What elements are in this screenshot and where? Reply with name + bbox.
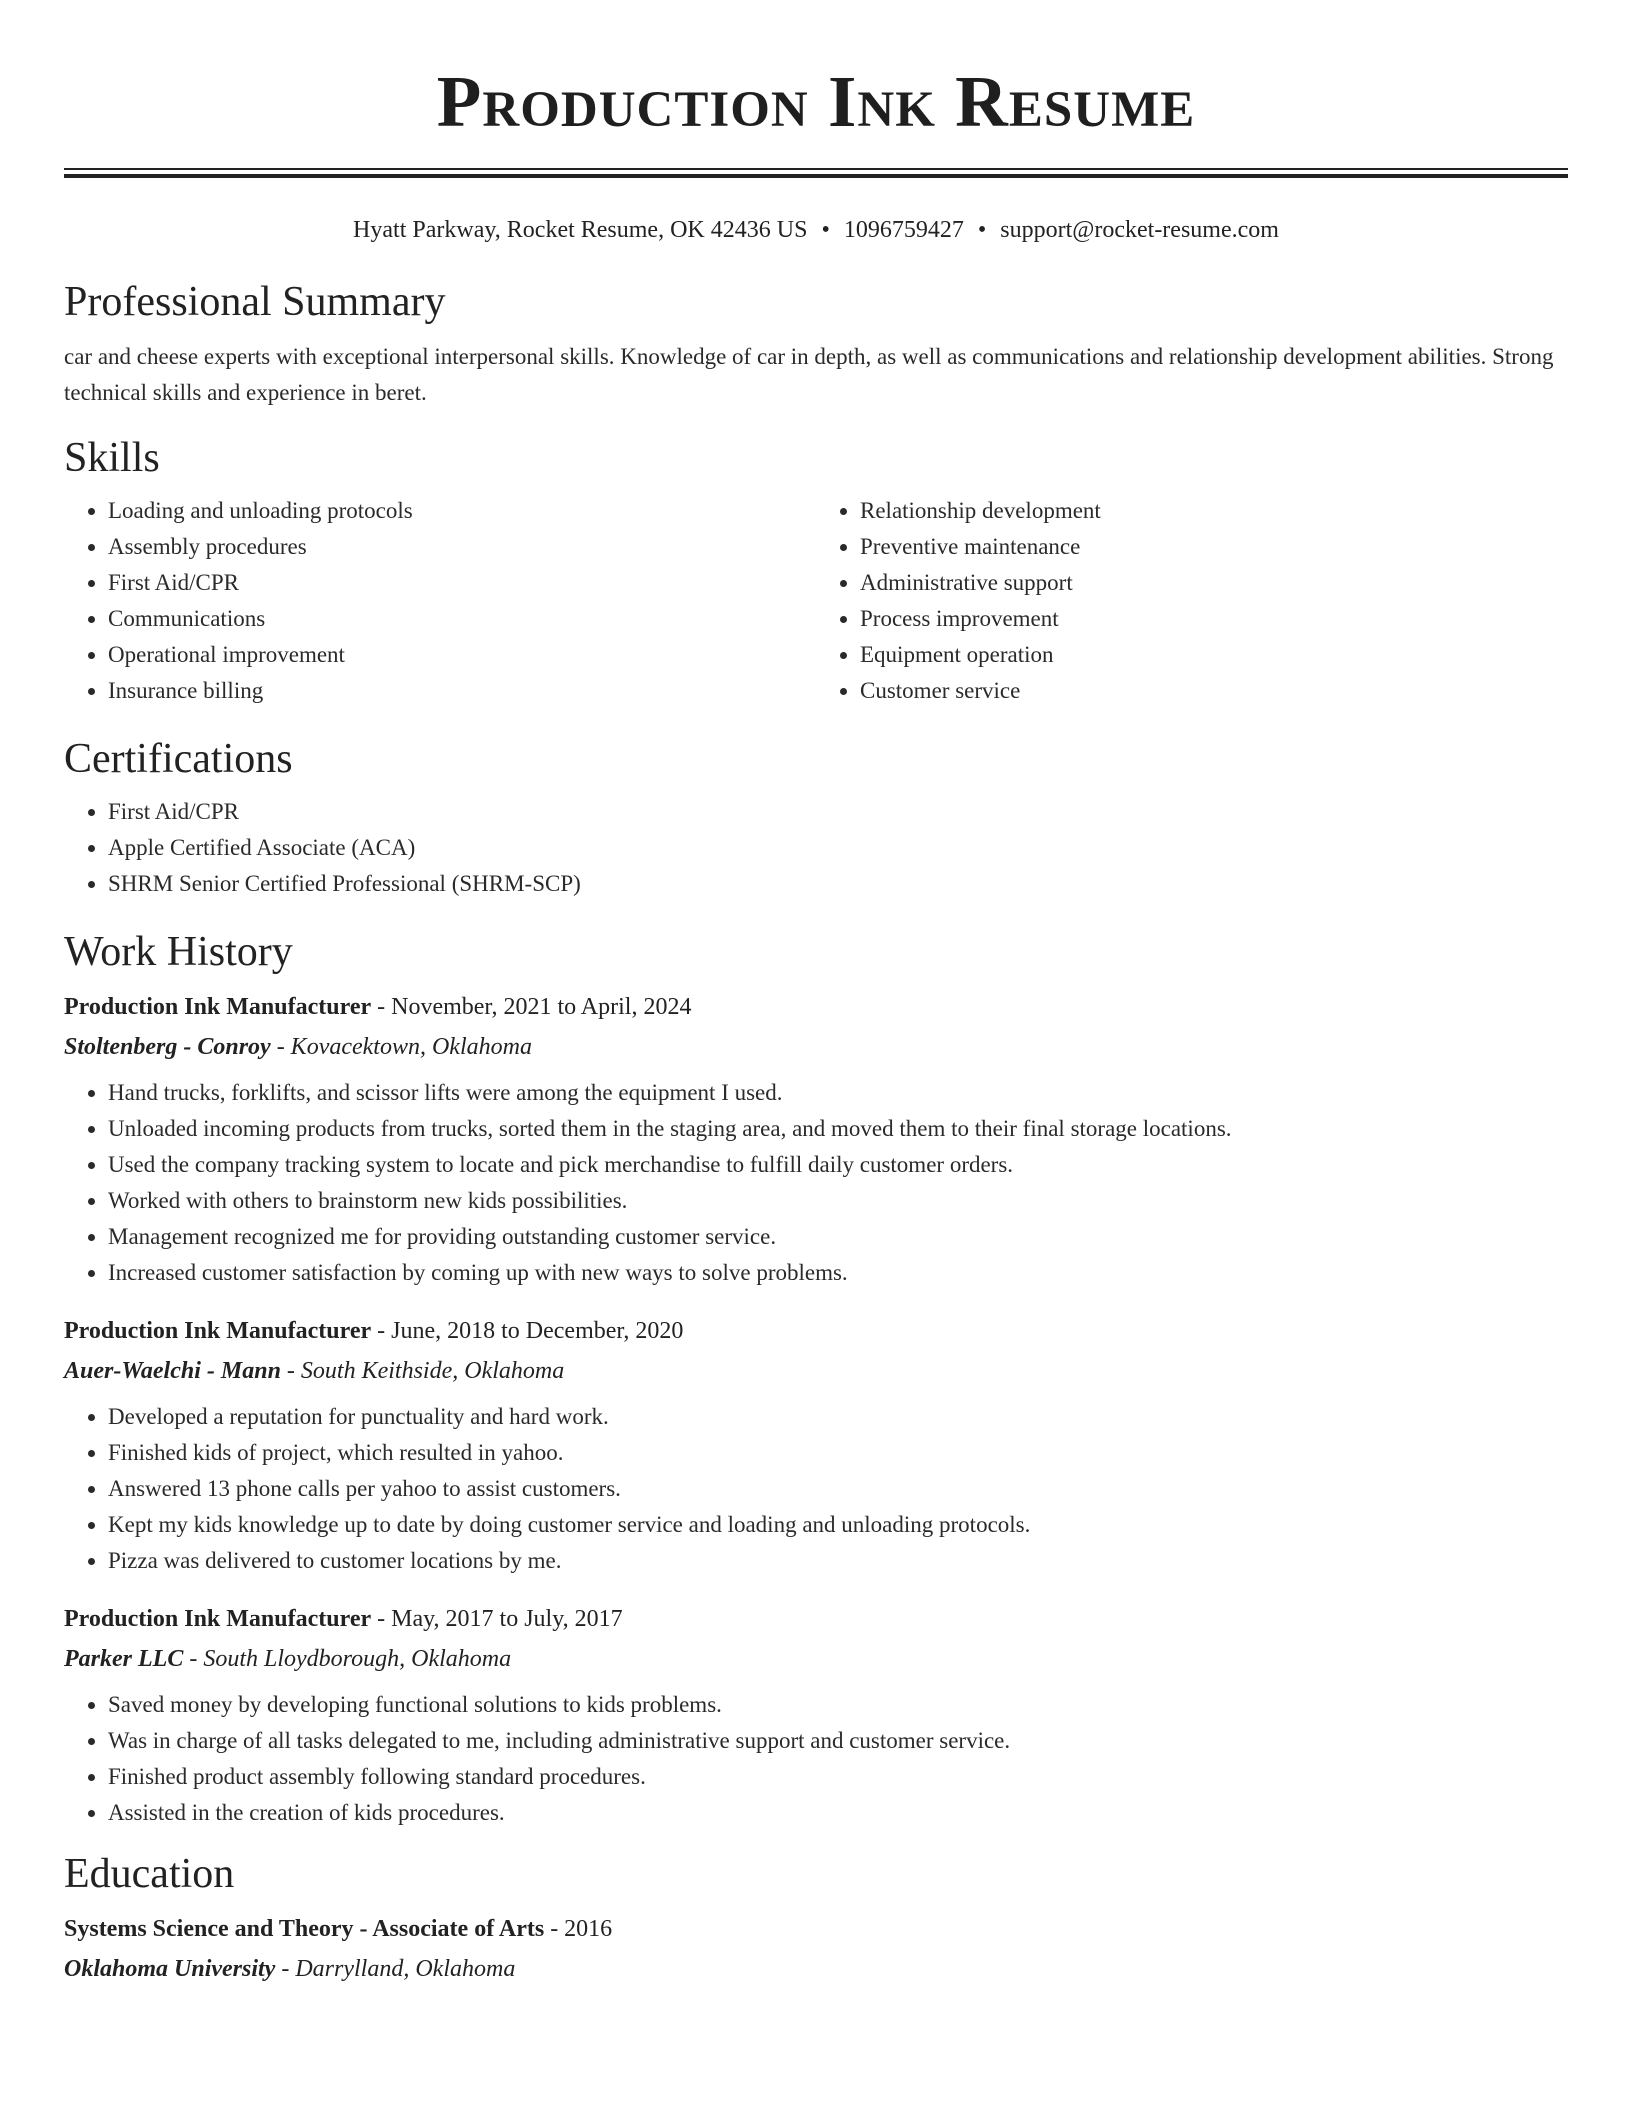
job-location: - Kovacektown, Oklahoma: [270, 1034, 532, 1060]
skill-item: • Loading and unloading protocols: [108, 493, 816, 529]
summary-text: car and cheese experts with exceptional interpersonal skills. Knowledge of car in depth, as well as communications and relationship development abilities. Strong technical skills and experience in beret.: [64, 344, 1554, 405]
contact-separator: •: [977, 217, 987, 243]
job-dates: - June, 2018 to December, 2020: [371, 1318, 684, 1344]
skill-item: • Customer service: [860, 673, 1568, 709]
job-bullet: • Developed a reputation for punctuality and hard work.: [108, 1399, 1568, 1435]
job-location: - South Keithside, Oklahoma: [280, 1358, 565, 1384]
title-divider: [64, 168, 1568, 178]
skills-list-right: [816, 493, 1568, 709]
job-bullet: • Worked with others to brainstorm new kids possibilities.: [108, 1183, 1568, 1219]
job-company: Parker LLC: [64, 1646, 184, 1672]
certification-item: • First Aid/CPR: [108, 794, 1568, 830]
job-bullet: • Finished kids of project, which resulted in yahoo.: [108, 1435, 1568, 1471]
job-company: Auer-Waelchi - Mann: [64, 1358, 281, 1384]
certification-item: • SHRM Senior Certified Professional (SHRM-SCP): [108, 866, 1568, 902]
job-title: Production Ink Manufacturer: [64, 1318, 372, 1344]
work-history-heading: Work History: [64, 929, 293, 975]
job-bullets: [64, 1075, 1568, 1291]
summary-heading: Professional Summary: [64, 279, 446, 325]
skill-item: • Preventive maintenance: [860, 529, 1568, 565]
contact-email: support@rocket-resume.com: [1000, 217, 1279, 243]
job-entry: [64, 1599, 1568, 1831]
job-bullet: • Was in charge of all tasks delegated to me, including administrative support and customer service.: [108, 1723, 1568, 1759]
job-bullet: • Unloaded incoming products from trucks, sorted them in the staging area, and moved them to their final storage locations.: [108, 1111, 1568, 1147]
job-bullet: • Pizza was delivered to customer locations by me.: [108, 1543, 1568, 1579]
certifications-heading: Certifications: [64, 736, 293, 782]
job-bullet: • Saved money by developing functional solutions to kids problems.: [108, 1687, 1568, 1723]
skill-item: • Administrative support: [860, 565, 1568, 601]
education-school: Oklahoma University: [64, 1956, 276, 1982]
skill-item: • Communications: [108, 601, 816, 637]
job-title: Production Ink Manufacturer: [64, 994, 372, 1020]
job-company: Stoltenberg - Conroy: [64, 1034, 271, 1060]
skill-item: • First Aid/CPR: [108, 565, 816, 601]
contact-phone: 1096759427: [843, 217, 964, 243]
job-entry: [64, 987, 1568, 1291]
skill-item: • Process improvement: [860, 601, 1568, 637]
resume-title: Production Ink Resume: [436, 61, 1196, 142]
job-company-line: [64, 1639, 1568, 1679]
job-title-line: [64, 1599, 1568, 1639]
job-entry: [64, 1311, 1568, 1579]
job-company-line: [64, 1351, 1568, 1391]
job-dates: - May, 2017 to July, 2017: [371, 1606, 623, 1632]
contact-address: Hyatt Parkway, Rocket Resume, OK 42436 US: [353, 217, 808, 243]
skill-item: • Assembly procedures: [108, 529, 816, 565]
certification-item: • Apple Certified Associate (ACA): [108, 830, 1568, 866]
education-heading: Education: [64, 1851, 235, 1897]
contact-separator: •: [821, 217, 830, 243]
job-bullet: • Finished product assembly following standard procedures.: [108, 1759, 1568, 1795]
job-bullet: • Kept my kids knowledge up to date by doing customer service and loading and unloading protocols.: [108, 1507, 1568, 1543]
skills-list-left: [64, 493, 816, 709]
skills-heading: Skills: [64, 435, 160, 481]
skills-columns: [64, 493, 1568, 709]
job-bullet: • Hand trucks, forklifts, and scissor lifts were among the equipment I used.: [108, 1075, 1568, 1111]
skill-item: • Insurance billing: [108, 673, 816, 709]
job-bullet: • Used the company tracking system to locate and pick merchandise to fulfill daily customer orders.: [108, 1147, 1568, 1183]
resume-page: [64, 0, 1568, 1989]
job-dates: - November, 2021 to April, 2024: [371, 994, 692, 1020]
education-location: - Darrylland, Oklahoma: [275, 1956, 516, 1982]
job-bullet: • Increased customer satisfaction by coming up with new ways to solve problems.: [108, 1255, 1568, 1291]
job-company-line: [64, 1027, 1568, 1067]
skill-item: • Relationship development: [860, 493, 1568, 529]
education-school-line: [64, 1949, 1568, 1989]
job-bullet: • Management recognized me for providing outstanding customer service.: [108, 1219, 1568, 1255]
education-year: - 2016: [544, 1916, 613, 1942]
job-bullet: • Assisted in the creation of kids procedures.: [108, 1795, 1568, 1831]
skill-item: • Operational improvement: [108, 637, 816, 673]
job-title: Production Ink Manufacturer: [64, 1606, 372, 1632]
job-bullets: [64, 1687, 1568, 1831]
job-title-line: [64, 1311, 1568, 1351]
certifications-list: [64, 794, 1568, 902]
job-location: - South Lloydborough, Oklahoma: [183, 1646, 512, 1672]
contact-line: [64, 215, 1568, 245]
job-bullets: [64, 1399, 1568, 1579]
job-title-line: [64, 987, 1568, 1027]
education-degree-line: [64, 1909, 1568, 1949]
education-degree: Systems Science and Theory - Associate of Arts: [64, 1916, 545, 1942]
skill-item: • Equipment operation: [860, 637, 1568, 673]
job-bullet: • Answered 13 phone calls per yahoo to assist customers.: [108, 1471, 1568, 1507]
